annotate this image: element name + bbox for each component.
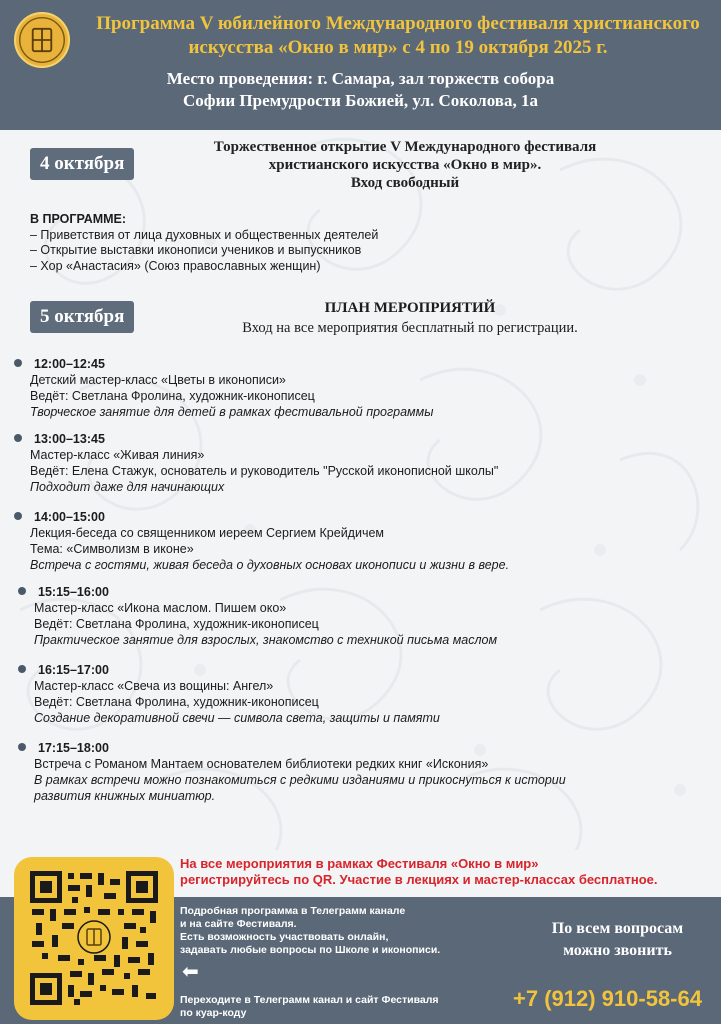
date-badge-day2: 5 октября xyxy=(30,301,134,333)
info-line1: Подробная программа в Телеграмм канале xyxy=(180,905,406,917)
event-time: 17:15–18:00 xyxy=(38,741,109,755)
venue-line2: Софии Премудрости Божией, ул. Соколова, 1а xyxy=(183,91,538,110)
opening-line1: Торжественное открытие V Международного фестиваля xyxy=(213,139,597,155)
event-item xyxy=(34,740,694,804)
event-title: Встреча с Романом Мантаем основателем библиотеки редких книг «Искония» xyxy=(34,757,489,771)
program-item: – Хор «Анастасия» (Союз православных женщин) xyxy=(30,258,321,273)
opening-line2: христианского искусства «Окно в мир». xyxy=(268,157,542,173)
program-item: – Приветствия от лица духовных и общественных деятелей xyxy=(30,227,379,242)
questions-line1: По всем вопросам xyxy=(551,920,684,937)
event-time: 14:00–15:00 xyxy=(34,510,105,524)
registration-line2: регистрируйтесь по QR. Участие в лекциях и мастер-классах бесплатное. xyxy=(180,872,658,887)
event-note-continued: развития книжных миниатюр. xyxy=(34,789,216,803)
event-time: 12:00–12:45 xyxy=(34,357,105,371)
info-line2: и на сайте Фестиваля. xyxy=(180,918,297,930)
qr-code-icon[interactable] xyxy=(28,869,160,1007)
event-item xyxy=(34,584,694,648)
registration-notice xyxy=(180,856,710,888)
event-note: Встреча с гостями, живая беседа о духовных основах иконописи и жизни в вере. xyxy=(30,558,510,572)
event-time: 13:00–13:45 xyxy=(34,432,105,446)
event-note: В рамках встречи можно познакомиться с редкими изданиями и прикоснуться к истории xyxy=(34,773,566,787)
event-time: 16:15–17:00 xyxy=(38,663,109,677)
event-note: Подходит даже для начинающих xyxy=(30,480,225,494)
event-note: Творческое занятие для детей в рамках фестивальной программы xyxy=(30,405,434,419)
event-topic: Тема: «Символизм в иконе» xyxy=(30,542,194,556)
info-line3: Есть возможность участвовать онлайн, xyxy=(180,931,389,943)
opening-line3: Вход свободный xyxy=(350,175,460,191)
event-host: Ведёт: Светлана Фролина, художник-иконописец xyxy=(34,695,319,709)
opening-announcement xyxy=(165,138,645,192)
questions-line2: можно звонить xyxy=(563,942,672,959)
event-title: Мастер-класс «Икона маслом. Пишем око» xyxy=(34,601,287,615)
event-item xyxy=(30,509,690,573)
bullet-icon xyxy=(14,512,22,520)
event-host: Ведёт: Светлана Фролина, художник-иконописец xyxy=(30,389,315,403)
info-line4: задавать любые вопросы по Школе и иконописи. xyxy=(180,944,441,956)
date-badge-day1: 4 октября xyxy=(30,148,134,180)
opening-program xyxy=(30,212,690,274)
bullet-icon xyxy=(18,665,26,673)
program-item: – Открытие выставки иконописи учеников и выпускников xyxy=(30,243,362,257)
event-title: Детский мастер-класс «Цветы в иконописи» xyxy=(30,373,286,387)
event-title: Мастер-класс «Свеча из вощины: Ангел» xyxy=(34,679,274,693)
event-time: 15:15–16:00 xyxy=(38,585,109,599)
festival-title-line2: искусства «Окно в мир» с 4 по 19 октября 2025 г. xyxy=(188,37,608,58)
event-title: Мастер-класс «Живая линия» xyxy=(30,448,205,462)
contact-phone[interactable]: +7 (912) 910-58-64 xyxy=(513,986,702,1011)
bullet-icon xyxy=(14,434,22,442)
qr-instruction xyxy=(180,994,500,1020)
event-item xyxy=(34,662,694,726)
registration-line1: На все мероприятия в рамках Фестиваля «Окно в мир» xyxy=(180,856,539,871)
event-host: Ведёт: Светлана Фролина, художник-иконописец xyxy=(34,617,319,631)
contact-prompt xyxy=(520,918,715,962)
qr-note-line1: Переходите в Телеграмм канал и сайт Фестиваля xyxy=(180,994,439,1006)
qr-card[interactable] xyxy=(14,857,174,1020)
bullet-icon xyxy=(14,359,22,367)
telegram-info xyxy=(180,905,510,957)
arrow-left-icon: ⬅ xyxy=(182,961,199,983)
bullet-icon xyxy=(18,587,26,595)
event-note: Практическое занятие для взрослых, знакомство с техникой письма маслом xyxy=(34,633,498,647)
event-item xyxy=(30,356,690,420)
plan-title: ПЛАН МЕРОПРИЯТИЙ xyxy=(324,300,496,316)
plan-subtitle: Вход на все мероприятия бесплатный по регистрации. xyxy=(242,320,578,336)
event-title: Лекция-беседа со священником иереем Сергием Крейдичем xyxy=(30,526,385,540)
program-heading: В ПРОГРАММЕ: xyxy=(30,212,127,226)
bullet-icon xyxy=(18,743,26,751)
venue-line1: Место проведения: г. Самара, зал торжеств собора xyxy=(166,69,555,88)
qr-note-line2: по куар-коду xyxy=(180,1007,247,1019)
event-item xyxy=(30,431,690,495)
event-host: Ведёт: Елена Стажук, основатель и руководитель "Русской иконописной школы" xyxy=(30,464,499,478)
festival-title-line1: Программа V юбилейного Международного фестиваля христианского xyxy=(96,13,700,34)
event-note: Создание декоративной свечи — символа света, защиты и памяти xyxy=(34,711,440,725)
